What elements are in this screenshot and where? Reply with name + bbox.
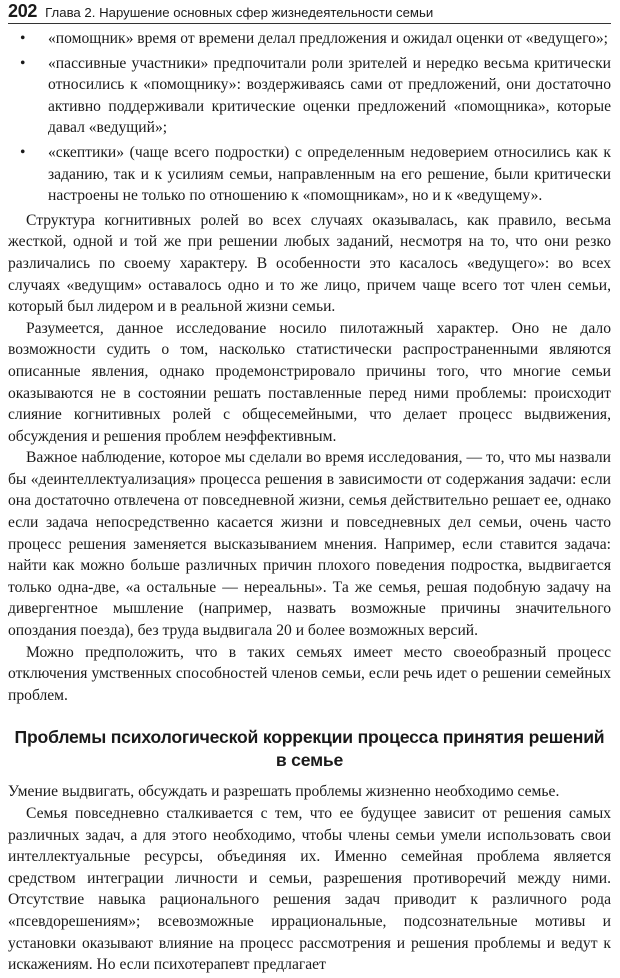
bullet-icon: • [20,30,26,47]
list-item-text: «скептики» (чаще всего подростки) с определенным недоверием относились как к заданию, так и к усилиям семьи, направленным на его решение, были критически настроены не только по отношению к «помощникам», но и к «ведущему». [48,143,611,205]
header-rule [8,23,611,24]
body-paragraph: Разумеется, данное исследование носило пилотажный характер. Оно не дало возможности судить о том, насколько статистически распространенными являются описанные явления, однако продемонстрировало причины того, что многие семьи оказываются не в состоянии решать поставленные перед ними проблемы: происходит слияние когнитивных ролей с общесемейными, что делает процесс выдвижения, обсуждения и решения проблем неэффективным. [8,319,611,445]
section-lead-paragraph: Умение выдвигать, обсуждать и разрешать проблемы жизненно необходимо семье. [8,783,560,801]
page-number: 202 [8,1,38,21]
bullet-icon: • [20,54,26,72]
list-item [8,28,611,50]
list-item-text: «помощник» время от времени делал предложения и ожидал оценки от «ведущего»; [48,30,609,47]
running-title: Глава 2. Нарушение основных сфер жизнедеятельности семьи [45,5,434,20]
bullet-icon: • [20,143,26,161]
role-list [8,28,611,207]
body-paragraph: Семья повседневно сталкивается с тем, что ее будущее зависит от решения самых различных задач, а для этого необходимо, чтобы члены семьи умели использовать свои интеллектуальные ресурсы, объединяя их. Именно семейная проблема является средством интеграции личности и семьи, разрешения противоречий между ними. Отсутствие навыка рационального решения задач приводит к различного рода «псевдорешениям»; всевозможные иррациональные, подсознательные мотивы и установки оказывают влияние на процесс рассмотрения и решения проблемы и ведут к искажениям. Но если психотерапевт предлагает [8,805,611,974]
page-header [8,0,611,21]
body-paragraph: Структура когнитивных ролей во всех случаях оказывалась, как правило, весьма жесткой, одной и той же при решении любых заданий, несмотря на то, что они резко различались по своему характеру. В особенности это касалось «ведущего»: во всех случаях «ведущим» оставалось одно и то же лицо, причем чаще всего тот член семьи, который был лидером и в реальной жизни семьи. [8,211,611,316]
list-item-text: «пассивные участники» предпочитали роли зрителей и нередко весьма критически относились к «помощнику»: воздерживаясь сами от предложений, они достаточно активно поддерживали критические оценки предложений «помощника», которые давал «ведущий»; [48,54,611,137]
list-item [8,142,611,207]
list-item [8,53,611,139]
section-heading: Проблемы психологической коррекции процесса принятия решений в семье [14,727,605,771]
body-paragraph: Важное наблюдение, которое мы сделали во время исследования, — то, что мы назвали бы «деинтеллектуализация» процесса решения в зависимости от содержания задачи: если она достаточно отвлечена от повседневной жизни, семья действительно решает ее, однако если задача непосредственно касается жизни и повседневных дел семьи, очень часто процесс решения заменяется высказыванием мнения. Например, если ставится задача: найти как можно больше различных причин плохого поведения подростка, выдвигается только одна-две, «а остальные — нереальны». Та же семья, решая подобную задачу на дивергентное мышление (например, назвать возможные причины значительного опоздания поезда), без труда выдвигала 20 и более возможных версий. [8,449,611,640]
body-paragraph: Можно предположить, что в таких семьях имеет место своеобразный процесс отключения умственных способностей членов семьи, если речь идет о решении семейных проблем. [8,643,611,704]
